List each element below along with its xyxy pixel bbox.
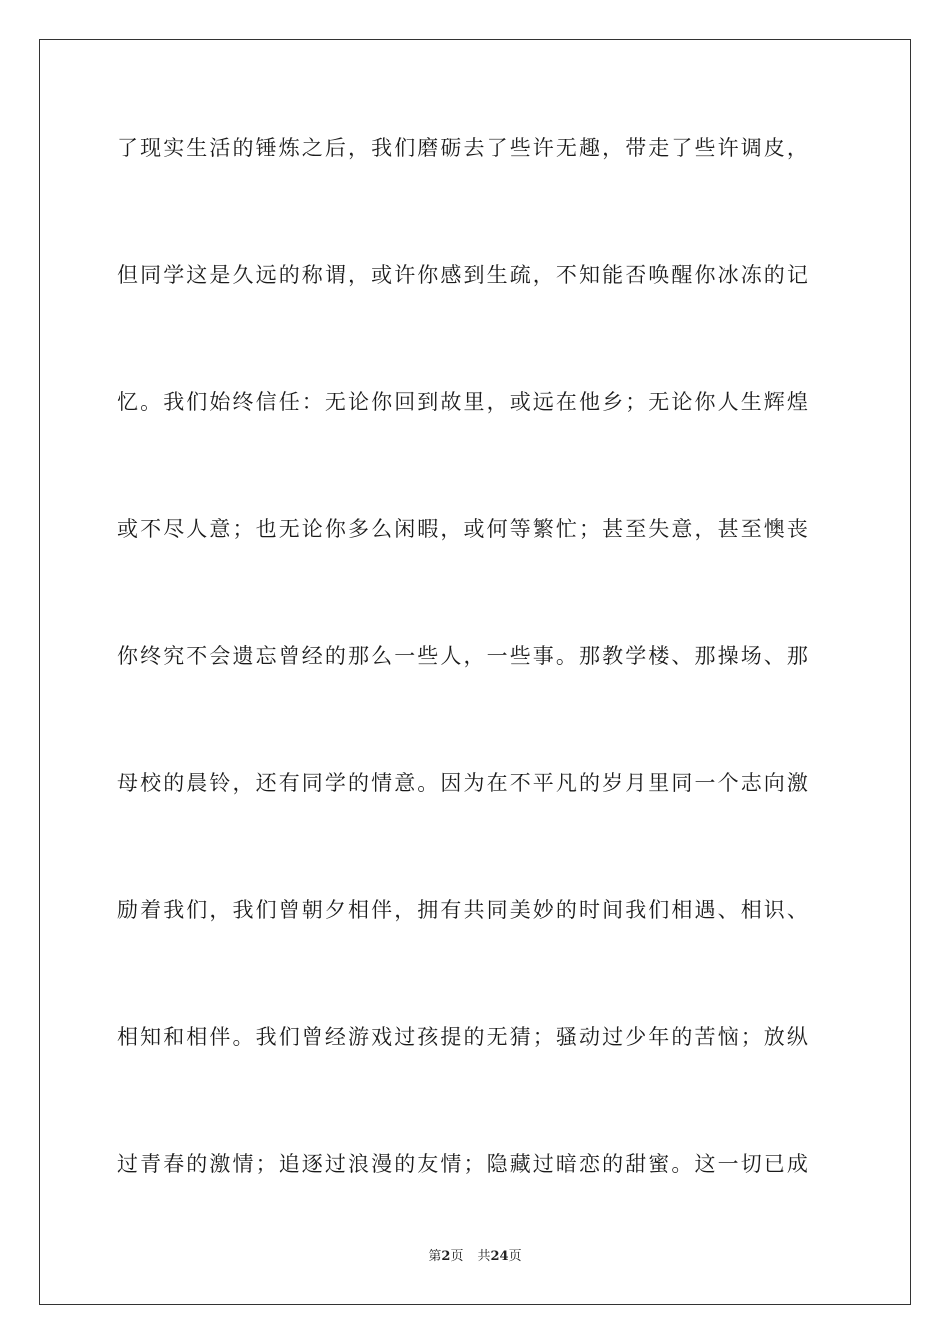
text-line: 或不尽人意；也无论你多么闲暇，或何等繁忙；甚至失意，甚至懊丧	[117, 517, 810, 541]
text-line: 你终究不会遗忘曾经的那么一些人，一些事。那教学楼、那操场、那	[117, 644, 810, 668]
document-body	[117, 128, 833, 1271]
total-suffix: 页	[508, 1249, 522, 1264]
page-number-footer	[0, 1248, 950, 1266]
text-line: 相知和相伴。我们曾经游戏过孩提的无猜；骚动过少年的苦恼；放纵	[117, 1025, 810, 1049]
text-line: 励着我们，我们曾朝夕相伴，拥有共同美妙的时间我们相遇、相识、	[117, 898, 810, 922]
page-prefix: 第	[428, 1249, 442, 1264]
text-line: 但同学这是久远的称谓，或许你感到生疏，不知能否唤醒你冰冻的记	[117, 263, 810, 287]
text-line: 忆。我们始终信任：无论你回到故里，或远在他乡；无论你人生辉煌	[117, 390, 810, 414]
page-suffix: 页	[450, 1249, 464, 1264]
total-page-count: 24	[490, 1249, 509, 1264]
text-line: 母校的晨铃，还有同学的情意。因为在不平凡的岁月里同一个志向激	[117, 771, 810, 795]
text-line: 了现实生活的锤炼之后，我们磨砺去了些许无趣，带走了些许调皮，	[117, 136, 810, 160]
current-page-number: 2	[441, 1249, 451, 1264]
text-line: 过青春的激情；追逐过浪漫的友情；隐藏过暗恋的甜蜜。这一切已成	[117, 1152, 810, 1176]
total-prefix: 共	[477, 1249, 491, 1264]
